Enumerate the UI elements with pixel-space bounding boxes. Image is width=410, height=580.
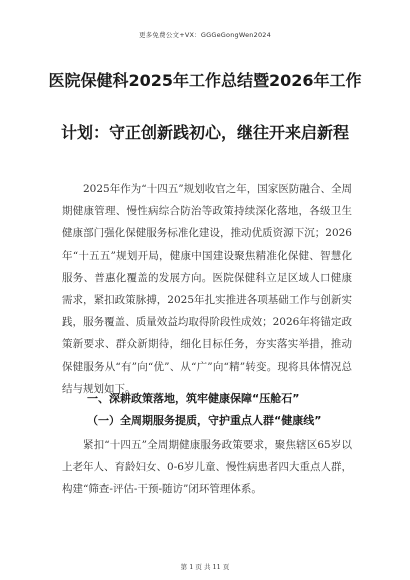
document-title-line-2: 计划：守正创新践初心，继往开来启新程 bbox=[60, 123, 349, 142]
subsection-heading-1-1: （一）全周期服务提质，守护重点人群“健康线” bbox=[87, 414, 322, 427]
section-heading-1: 一、深耕政策落地，筑牢健康保障“压舱石” bbox=[87, 392, 300, 405]
subsection-paragraph-1-1: 紧扣“十四五”全周期健康服务政策要求，聚焦辖区65岁以上老年人、育龄妇女、0-6岁儿童、慢性病患者四大重点人群，构建“筛查-评估-干预-随访”闭环管理体系。 bbox=[62, 439, 352, 496]
intro-paragraph: 2025年作为“十四五”规划收官之年，国家医防融合、全周期健康管理、慢性病综合防治等政策持续深化落地，各级卫生健康部门强化保健服务标准化建设，推动优质资源下沉；2026年“十五五”规划开局，健康中国建设聚焦精准化保健、智慧化服务、普惠化覆盖的发展方向。医院保健科立足区域人口健康需求，紧扣政策脉搏，2025年扎实推进各项基础工作与创新实践，服务覆盖、质量效益均取得阶段性成效；2026年将锚定政策新要求、群众新期待，细化目标任务，夯实落实举措，推动保健服务从“有”向“优”、从“广”向“精”转变。现将具体情况总结与规划如下。 bbox=[62, 183, 352, 395]
page-number-footer: 第 1 页 共 11 页 bbox=[180, 563, 230, 571]
document-title-line-1: 医院保健科2025年工作总结暨2026年工作 bbox=[48, 71, 362, 90]
header-note: 更多免费公文+VX：GGGeGongWen2024 bbox=[139, 31, 271, 39]
